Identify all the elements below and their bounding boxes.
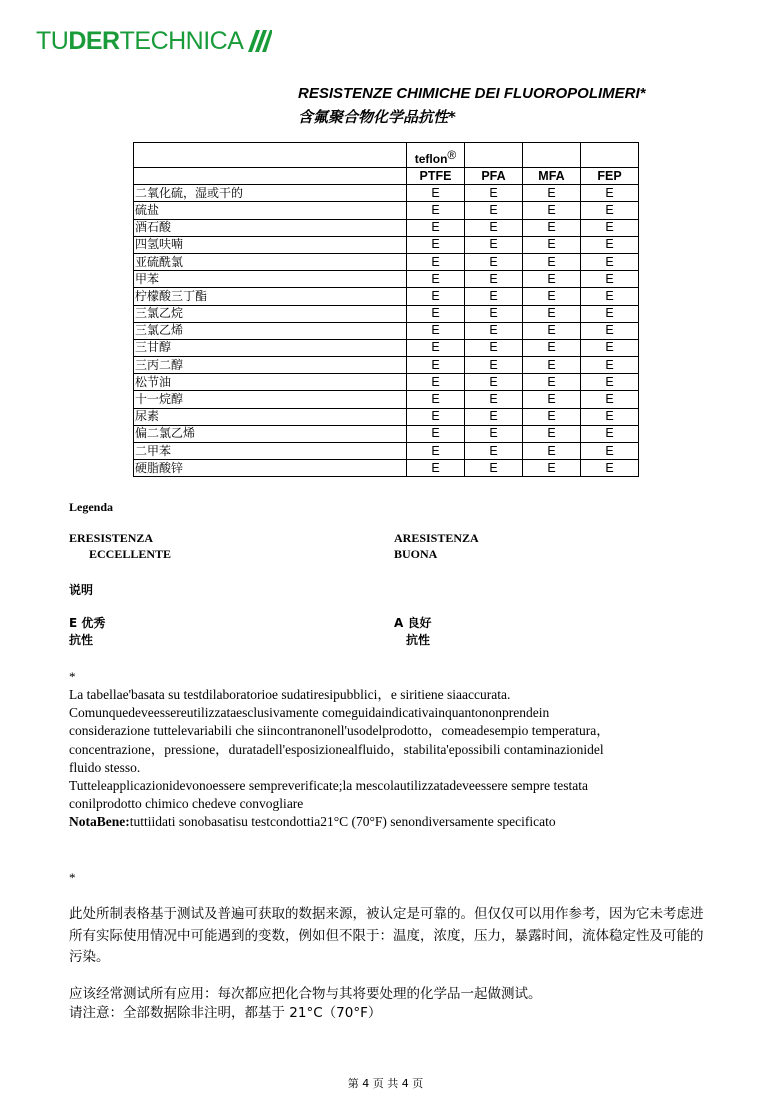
table-row	[134, 271, 639, 288]
rating-cell: E	[523, 288, 581, 305]
chemical-name-cell: 硫盐	[134, 202, 407, 219]
rating-cell: E	[465, 219, 523, 236]
table-row	[134, 443, 639, 460]
rating-cell: E	[465, 443, 523, 460]
rating-cell: E	[407, 185, 465, 202]
rating-cell: E	[407, 408, 465, 425]
rating-cell: E	[465, 374, 523, 391]
legend-heading-chinese: 说明	[69, 583, 94, 597]
chemical-name-cell: 尿素	[134, 408, 407, 425]
table-row	[134, 460, 639, 477]
rating-cell: E	[407, 202, 465, 219]
chemical-name-cell: 三甘醇	[134, 339, 407, 356]
rating-cell: E	[523, 271, 581, 288]
rating-cell: E	[523, 339, 581, 356]
note-line: considerazione tuttelevariabili che siincontranonell'usodelprodotto，comeadesempio temperatura，	[69, 723, 610, 739]
legend-e-line1: ERESISTENZA	[69, 531, 154, 545]
rating-cell: E	[581, 219, 639, 236]
chemical-name-cell: 三丙二醇	[134, 357, 407, 374]
note-chinese-para3: 请注意：全部数据除非注明，都基于 21°C（70°F）	[69, 1005, 382, 1021]
rating-cell: E	[465, 271, 523, 288]
chemical-name-cell: 偏二氯乙烯	[134, 425, 407, 442]
note-chinese-para2: 应该经常测试所有应用：每次都应把化合物与其将要处理的化学品一起做测试。	[69, 986, 542, 1002]
note-line: Comunquedeveessereutilizzataesclusivamente comeguidaindicativainquantononprendein	[69, 705, 550, 721]
table-row	[134, 185, 639, 202]
rating-cell: E	[523, 425, 581, 442]
rating-cell: E	[407, 460, 465, 477]
rating-cell: E	[581, 305, 639, 322]
rating-cell: E	[407, 288, 465, 305]
table-header-row	[134, 168, 639, 185]
rating-cell: E	[581, 202, 639, 219]
rating-cell: E	[523, 202, 581, 219]
rating-cell: E	[465, 425, 523, 442]
table-row	[134, 236, 639, 253]
page-title-chinese: 含氟聚合物化学品抗性*	[298, 108, 456, 126]
rating-cell: E	[523, 305, 581, 322]
rating-cell: E	[465, 322, 523, 339]
legend-e-line2: ECCELLENTE	[89, 547, 172, 561]
logo-text: TUDERTECHNICA	[36, 27, 244, 55]
table-row	[134, 253, 639, 270]
legend-a-line1: ARESISTENZA	[394, 531, 479, 545]
rating-cell: E	[581, 391, 639, 408]
table-row	[134, 322, 639, 339]
table-row	[134, 391, 639, 408]
rating-cell: E	[407, 219, 465, 236]
legend-e-chinese-line1: E 优秀	[69, 616, 106, 630]
company-logo	[36, 28, 272, 54]
column-header: PTFE	[407, 168, 465, 185]
page-title: RESISTENZE CHIMICHE DEI FLUOROPOLIMERI*	[298, 85, 646, 102]
rating-cell: E	[581, 322, 639, 339]
rating-cell: E	[465, 391, 523, 408]
rating-cell: E	[407, 236, 465, 253]
table-row	[134, 219, 639, 236]
rating-cell: E	[581, 271, 639, 288]
note-line: Tutteleapplicazionidevonoessere sempreverificate;la mescolautilizzatadeveessere sempre testata	[69, 778, 589, 794]
chemical-name-cell: 二氧化硫，湿或干的	[134, 185, 407, 202]
column-header: FEP	[581, 168, 639, 185]
rating-cell: E	[581, 339, 639, 356]
rating-cell: E	[465, 288, 523, 305]
rating-cell: E	[523, 391, 581, 408]
rating-cell: E	[407, 339, 465, 356]
note-line: La tabellae'basata su testdilaboratorioe sudatiresipubblici，e siritiene siaaccurata.	[69, 687, 511, 702]
rating-cell: E	[465, 460, 523, 477]
note-line: concentrazione，pressione，duratadell'esposizionealfluido，stabilita'epossibili contaminazionidel	[69, 741, 604, 757]
rating-cell: E	[465, 236, 523, 253]
rating-cell: E	[465, 408, 523, 425]
chemical-name-cell: 柠檬酸三丁酯	[134, 288, 407, 305]
column-header: MFA	[523, 168, 581, 185]
rating-cell: E	[581, 460, 639, 477]
nota-bene-text: tuttiidati sonobasatisu testcondottia21°C (70°F) senondiversamente specificato	[129, 814, 556, 830]
rating-cell: E	[523, 460, 581, 477]
table-row	[134, 305, 639, 322]
note-italian	[69, 686, 709, 832]
table-row	[134, 202, 639, 219]
logo-stripes-icon	[246, 29, 272, 53]
rating-cell: E	[523, 185, 581, 202]
rating-cell: E	[581, 425, 639, 442]
chemical-name-cell: 三氯乙烯	[134, 322, 407, 339]
column-header: PFA	[465, 168, 523, 185]
rating-cell: E	[581, 185, 639, 202]
table-row	[134, 357, 639, 374]
rating-cell: E	[523, 219, 581, 236]
rating-cell: E	[581, 357, 639, 374]
chemical-name-cell: 二甲苯	[134, 443, 407, 460]
table-row	[134, 288, 639, 305]
note-line: fluido stesso.	[69, 759, 141, 775]
legend-a-chinese-line2: 抗性	[406, 633, 431, 647]
chemical-name-cell: 十一烷醇	[134, 391, 407, 408]
rating-cell: E	[523, 408, 581, 425]
rating-cell: E	[407, 322, 465, 339]
rating-cell: E	[407, 425, 465, 442]
rating-cell: E	[581, 288, 639, 305]
rating-cell: E	[465, 339, 523, 356]
rating-cell: E	[581, 443, 639, 460]
table-brand-row	[134, 143, 639, 168]
table-row	[134, 374, 639, 391]
chemical-name-cell: 硬脂酸锌	[134, 460, 407, 477]
chemical-name-cell: 四氢呋喃	[134, 236, 407, 253]
rating-cell: E	[523, 322, 581, 339]
note-chinese-asterisk: *	[69, 870, 76, 885]
chemical-resistance-table	[133, 142, 639, 477]
nota-bene-label: NotaBene:	[69, 814, 130, 830]
rating-cell: E	[407, 271, 465, 288]
rating-cell: E	[523, 374, 581, 391]
rating-cell: E	[465, 305, 523, 322]
rating-cell: E	[465, 357, 523, 374]
chemical-name-cell: 亚硫酰氯	[134, 253, 407, 270]
chemical-name-cell: 酒石酸	[134, 219, 407, 236]
rating-cell: E	[465, 202, 523, 219]
note-line: conilprodotto chimico chedeve convogliare	[69, 796, 304, 812]
chemical-name-cell: 松节油	[134, 374, 407, 391]
legend-a-line2: BUONA	[394, 547, 438, 561]
table-row	[134, 339, 639, 356]
rating-cell: E	[581, 408, 639, 425]
nota-bene-line	[69, 813, 709, 831]
note-asterisk: *	[69, 669, 76, 684]
chemical-name-cell: 三氯乙烷	[134, 305, 407, 322]
note-chinese-para1: 此处所制表格基于测试及普遍可获取的数据来源，被认定是可靠的。但仅仅可以用作参考，因为它未考虑进所有实际使用情况中可能遇到的变数，例如但不限于：温度，浓度，压力，暴露时间，流体稳定性及可能的污染。	[69, 906, 704, 965]
page-footer: 第 4 页 共 4 页	[347, 1077, 424, 1090]
teflon-brand-cell: teflon®	[407, 143, 465, 168]
chemical-name-cell: 甲苯	[134, 271, 407, 288]
rating-cell: E	[407, 305, 465, 322]
rating-cell: E	[581, 236, 639, 253]
rating-cell: E	[407, 357, 465, 374]
rating-cell: E	[523, 236, 581, 253]
legend-e-chinese-line2: 抗性	[69, 633, 94, 647]
rating-cell: E	[523, 253, 581, 270]
rating-cell: E	[407, 374, 465, 391]
rating-cell: E	[523, 357, 581, 374]
rating-cell: E	[407, 391, 465, 408]
rating-cell: E	[407, 253, 465, 270]
rating-cell: E	[523, 443, 581, 460]
rating-cell: E	[581, 253, 639, 270]
rating-cell: E	[581, 374, 639, 391]
legend-a-chinese-line1: A 良好	[394, 616, 432, 630]
table-row	[134, 408, 639, 425]
rating-cell: E	[407, 443, 465, 460]
rating-cell: E	[465, 253, 523, 270]
legend-heading: Legenda	[69, 500, 114, 514]
rating-cell: E	[465, 185, 523, 202]
table-row	[134, 425, 639, 442]
